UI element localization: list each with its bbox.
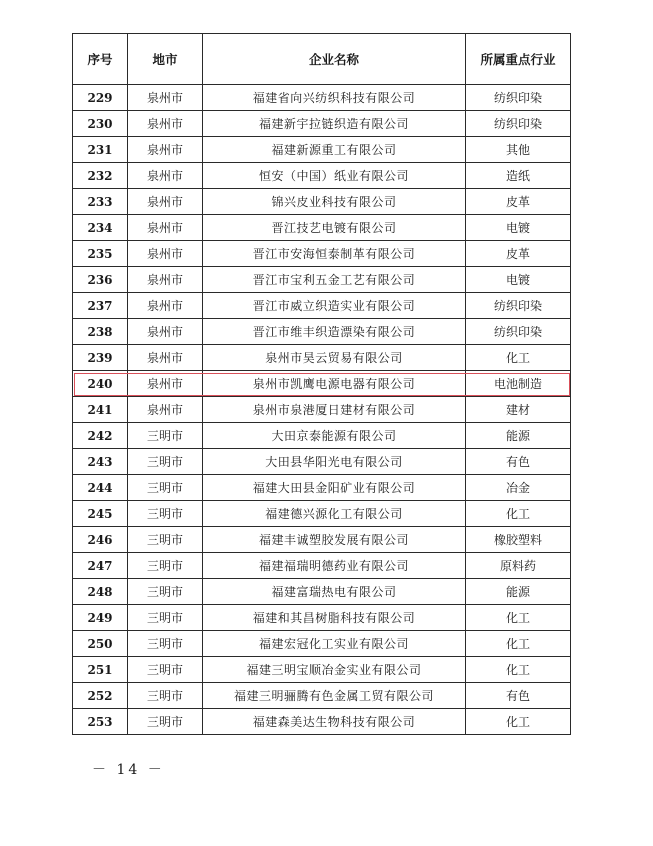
row-city: 泉州市	[128, 189, 203, 215]
row-company: 福建富瑞热电有限公司	[203, 579, 466, 605]
row-industry: 纺织印染	[466, 85, 571, 111]
table-row	[73, 189, 571, 215]
row-seq: 232	[73, 163, 128, 189]
row-company: 晋江技艺电镀有限公司	[203, 215, 466, 241]
header-seq: 序号	[73, 34, 128, 85]
table-row	[73, 553, 571, 579]
row-company: 福建新宇拉链织造有限公司	[203, 111, 466, 137]
row-city: 三明市	[128, 683, 203, 709]
table-row	[73, 319, 571, 345]
row-industry: 纺织印染	[466, 111, 571, 137]
row-company: 福建福瑞明德药业有限公司	[203, 553, 466, 579]
row-company: 福建和其昌树脂科技有限公司	[203, 605, 466, 631]
table-row	[73, 683, 571, 709]
table-row	[73, 657, 571, 683]
row-city: 泉州市	[128, 241, 203, 267]
row-seq: 241	[73, 397, 128, 423]
row-city: 泉州市	[128, 85, 203, 111]
table-row	[73, 709, 571, 735]
row-industry: 化工	[466, 501, 571, 527]
header-company: 企业名称	[203, 34, 466, 85]
row-seq: 236	[73, 267, 128, 293]
row-seq: 234	[73, 215, 128, 241]
row-seq: 248	[73, 579, 128, 605]
row-industry: 电镀	[466, 267, 571, 293]
table-header-row	[73, 34, 571, 85]
row-company: 晋江市安海恒泰制革有限公司	[203, 241, 466, 267]
row-city: 泉州市	[128, 293, 203, 319]
table-body	[73, 85, 571, 735]
table-row	[73, 111, 571, 137]
row-city: 三明市	[128, 501, 203, 527]
header-industry: 所属重点行业	[466, 34, 571, 85]
row-industry: 皮革	[466, 189, 571, 215]
table-row	[73, 397, 571, 423]
row-industry: 能源	[466, 423, 571, 449]
row-industry: 橡胶塑料	[466, 527, 571, 553]
row-company: 大田京泰能源有限公司	[203, 423, 466, 449]
row-company: 泉州市泉港厦日建材有限公司	[203, 397, 466, 423]
table-row	[73, 501, 571, 527]
row-city: 泉州市	[128, 397, 203, 423]
row-city: 三明市	[128, 631, 203, 657]
row-seq: 253	[73, 709, 128, 735]
table-row	[73, 527, 571, 553]
row-industry: 化工	[466, 709, 571, 735]
row-industry: 纺织印染	[466, 319, 571, 345]
row-company: 锦兴皮业科技有限公司	[203, 189, 466, 215]
table-row	[73, 267, 571, 293]
row-seq: 237	[73, 293, 128, 319]
row-city: 泉州市	[128, 371, 203, 397]
enterprise-table	[72, 33, 571, 735]
table-row	[73, 371, 571, 397]
row-company: 福建德兴源化工有限公司	[203, 501, 466, 527]
row-company: 福建省向兴纺织科技有限公司	[203, 85, 466, 111]
table-row	[73, 631, 571, 657]
row-seq: 244	[73, 475, 128, 501]
row-company: 晋江市维丰织造漂染有限公司	[203, 319, 466, 345]
row-city: 泉州市	[128, 137, 203, 163]
header-city: 地市	[128, 34, 203, 85]
row-company: 福建三明骊腾有色金属工贸有限公司	[203, 683, 466, 709]
row-industry: 造纸	[466, 163, 571, 189]
row-city: 泉州市	[128, 215, 203, 241]
row-industry: 能源	[466, 579, 571, 605]
row-city: 三明市	[128, 449, 203, 475]
row-seq: 249	[73, 605, 128, 631]
row-industry: 有色	[466, 683, 571, 709]
row-industry: 有色	[466, 449, 571, 475]
row-seq: 245	[73, 501, 128, 527]
table-row	[73, 241, 571, 267]
row-company: 福建大田县金阳矿业有限公司	[203, 475, 466, 501]
row-city: 三明市	[128, 553, 203, 579]
row-seq: 247	[73, 553, 128, 579]
row-company: 福建森美达生物科技有限公司	[203, 709, 466, 735]
row-city: 三明市	[128, 475, 203, 501]
row-industry: 皮革	[466, 241, 571, 267]
row-company: 恒安（中国）纸业有限公司	[203, 163, 466, 189]
row-industry: 化工	[466, 345, 571, 371]
row-company: 晋江市宝利五金工艺有限公司	[203, 267, 466, 293]
row-company: 福建丰诚塑胶发展有限公司	[203, 527, 466, 553]
row-company: 福建新源重工有限公司	[203, 137, 466, 163]
table-row	[73, 605, 571, 631]
table-row	[73, 423, 571, 449]
row-company: 福建宏冠化工实业有限公司	[203, 631, 466, 657]
row-industry: 化工	[466, 657, 571, 683]
row-city: 泉州市	[128, 267, 203, 293]
row-industry: 电池制造	[466, 371, 571, 397]
row-seq: 238	[73, 319, 128, 345]
row-seq: 251	[73, 657, 128, 683]
row-industry: 原料药	[466, 553, 571, 579]
row-seq: 242	[73, 423, 128, 449]
table-row	[73, 345, 571, 371]
row-city: 三明市	[128, 527, 203, 553]
row-company: 泉州市凯鹰电源电器有限公司	[203, 371, 466, 397]
row-city: 三明市	[128, 423, 203, 449]
row-industry: 纺织印染	[466, 293, 571, 319]
row-company: 泉州市昊云贸易有限公司	[203, 345, 466, 371]
row-industry: 化工	[466, 631, 571, 657]
row-seq: 233	[73, 189, 128, 215]
table-row	[73, 475, 571, 501]
row-seq: 246	[73, 527, 128, 553]
row-city: 泉州市	[128, 345, 203, 371]
row-seq: 250	[73, 631, 128, 657]
row-city: 三明市	[128, 709, 203, 735]
row-industry: 建材	[466, 397, 571, 423]
table-row	[73, 85, 571, 111]
table-row	[73, 215, 571, 241]
table-row	[73, 579, 571, 605]
row-seq: 243	[73, 449, 128, 475]
table-row	[73, 449, 571, 475]
row-seq: 235	[73, 241, 128, 267]
row-industry: 化工	[466, 605, 571, 631]
row-industry: 其他	[466, 137, 571, 163]
row-city: 泉州市	[128, 111, 203, 137]
row-city: 三明市	[128, 657, 203, 683]
row-seq: 240	[73, 371, 128, 397]
row-seq: 229	[73, 85, 128, 111]
row-seq: 252	[73, 683, 128, 709]
row-seq: 239	[73, 345, 128, 371]
row-seq: 230	[73, 111, 128, 137]
row-company: 福建三明宝顺冶金实业有限公司	[203, 657, 466, 683]
row-seq: 231	[73, 137, 128, 163]
row-industry: 冶金	[466, 475, 571, 501]
row-company: 大田县华阳光电有限公司	[203, 449, 466, 475]
row-city: 泉州市	[128, 319, 203, 345]
row-industry: 电镀	[466, 215, 571, 241]
row-city: 三明市	[128, 579, 203, 605]
row-city: 泉州市	[128, 163, 203, 189]
table-row	[73, 137, 571, 163]
table-row	[73, 163, 571, 189]
table-row	[73, 293, 571, 319]
row-company: 晋江市威立织造实业有限公司	[203, 293, 466, 319]
page-number: － 14 －	[92, 762, 165, 778]
row-city: 三明市	[128, 605, 203, 631]
